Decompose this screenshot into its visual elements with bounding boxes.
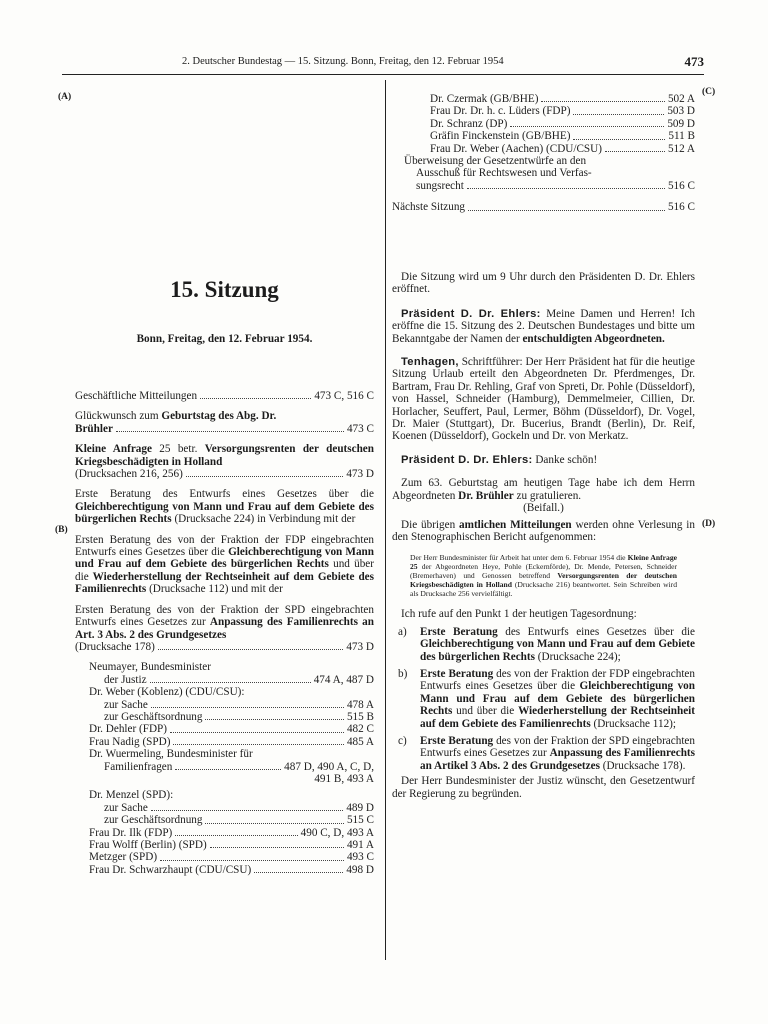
interjection: (Beifall.)	[523, 502, 564, 515]
session-title: 15. Sitzung	[170, 277, 279, 302]
running-header	[182, 56, 704, 72]
session-date: Bonn, Freitag, den 12. Februar 1954.	[136, 333, 313, 345]
toc-entry: Dr. Czermak (GB/BHE) 502 A	[430, 93, 695, 105]
toc-entry: Frau Dr. Weber (Aachen) (CDU/CSU) 512 A	[430, 142, 695, 155]
toc-entry: Erste Beratung des Entwurfs eines Gesetzes über die Gleichberechtigung von Mann und Frau auf dem Gebiete des bürgerlichen Rechts (Drucksache 224) in Verbindung mit der	[75, 488, 374, 526]
margin-marker-b: (B)	[55, 525, 68, 535]
agenda-item-a: a) Erste Beratung des Entwurfs eines Gesetzes über die Gleichberechtigung von Mann und Frau auf dem Gebiete des bürgerlichen Rechts (Drucksache 224);	[398, 625, 696, 663]
agenda-item-b: b) Erste Beratung des von der Fraktion der FDP eingebrachten Entwurfs eines Gesetzes über die Gleichberechtigung von Mann und Frau auf dem Gebiete des bürgerlichen Rechts und über die Wiederherstellung der Rechtseinheit auf dem Gebiete des Familienrechts (Drucksache 112);	[398, 667, 696, 730]
toc-entry: Frau Dr. Dr. h. c. Lüders (FDP) 503 D	[430, 105, 695, 118]
speech-paragraph: Der Herr Bundesminister der Justiz wünscht, den Gesetzentwurf der Regierung zu begründen.	[392, 775, 695, 800]
speaker-list: Neumayer, Bundesminister der Justiz 474 A, 487 D Dr. Weber (Koblenz) (CDU/CSU): zur Sache 478 A zur Geschäftsordnung 515 B Dr. Dehler (FDP) 482 C Frau Nadig (SPD) 485 A Dr. Wuermeling, Bundesminister für Familienfragen 487 D, 490 A, C, D, 491 B, 493 A Dr. Menzel (SPD): zur Sache 489 D zur Geschäftsordnung 515 C Frau Dr. Ilk (FDP) 490 C, D, 493 A Frau Wolff (Berlin) (SPD) 491 A Metzger (SPD) 493 C Frau Dr. Schwarzhaupt (CDU/CSU) 498 D	[89, 661, 374, 876]
margin-marker-c: (C)	[702, 87, 716, 97]
toc-entry: Kleine Anfrage 25 betr. Versorgungsrenten der deutschen Kriegsbeschädigten in Holland (Drucksachen 216, 256) 473 D	[75, 443, 374, 481]
toc-entry: Gräfin Finckenstein (GB/BHE) 511 B	[430, 130, 695, 143]
opening-paragraph: Die Sitzung wird um 9 Uhr durch den Präsidenten D. Dr. Ehlers eröffnet.	[392, 271, 695, 296]
speech-paragraph: Ich rufe auf den Punkt 1 der heutigen Tagesordnung:	[401, 608, 637, 621]
margin-marker-d: (D)	[702, 519, 716, 529]
toc-entry: Nächste Sitzung 516 C	[392, 201, 695, 214]
margin-marker-a: (A)	[58, 92, 72, 102]
page-number: 473	[684, 54, 704, 69]
speech-paragraph: Zum 63. Geburtstag am heutigen Tage habe ich dem Herrn Abgeordneten Dr. Brühler zu gratulieren.	[392, 477, 695, 502]
toc-entry: Geschäftliche Mitteilungen 473 C, 516 C	[75, 390, 374, 402]
speech-paragraph: Tenhagen, Schriftführer: Der Herr Präsident hat für die heutige Sitzung Urlaub erteilt den Abgeordneten Dr. Pferdmenges, Dr. Bartram, Frau Dr. Rehling, Graf von Spreti, Dr. Pohle (Düsseldorf), von Hassel, Schneider (Hamburg), Demmelmeier, Cillien, Dr. Horlacher, Seuffert, Paul, Lermer, Böhm (Düsseldorf), Dr. Vogel, Dr. Maier (Stuttgart), Dr. Bucerius, Brandt (Berlin), Dr. Reif, Koenen (Düsseldorf), Gockeln und Dr. von Merkatz.	[392, 356, 695, 443]
toc-entry: Ersten Beratung des von der Fraktion der SPD eingebrachten Entwurfs eines Gesetzes zur Anpassung des Familienrechts an Art. 3 Abs. 2 des Grundgesetzes (Drucksache 178) 473 D	[75, 603, 374, 653]
session-text	[392, 271, 695, 800]
speech-paragraph: Präsident D. Dr. Ehlers: Danke schön!	[401, 453, 598, 466]
toc-entry: Dr. Schranz (DP) 509 D	[430, 117, 695, 130]
speech-paragraph: Die übrigen amtlichen Mitteilungen werden ohne Verlesung in den Stenographischen Bericht aufgenommen:	[392, 518, 696, 543]
toc-entry: Überweisung der Gesetzentwürfe an den Ausschuß für Rechtswesen und Verfas- sungsrecht 516 C	[404, 155, 695, 192]
running-title: 2. Deutscher Bundestag — 15. Sitzung. Bonn, Freitag, den 12. Februar 1954	[182, 56, 504, 67]
toc-entry: Ersten Beratung des von der Fraktion der FDP eingebrachten Entwurfs eines Gesetzes über die Gleichberechtigung von Mann und Frau auf dem Gebiete des bürgerlichen Rechts und über die Wiederherstellung der Rechtseinheit auf dem Gebiete des Familienrechts (Drucksache 112) und mit der	[75, 533, 375, 596]
agenda-item-c: c) Erste Beratung des von der Fraktion der SPD eingebrachten Entwurfs eines Gesetzes zur Anpassung des Familienrechts an Artikel 3 Abs. 2 des Grundgesetzes (Drucksache 178).	[398, 734, 695, 772]
header-rule	[62, 74, 704, 75]
column-divider	[385, 80, 386, 960]
table-of-contents-continued	[392, 93, 695, 214]
announcement-note: Der Herr Bundesminister für Arbeit hat unter dem 6. Februar 1954 die Kleine Anfrage 25 der Abgeordneten Heye, Pohle (Eckernförde), Dr. Mende, Petersen, Schneider (Bremerhaven) und Genossen betreffend Versorgungsrenten der deutschen Kriegsbeschädigten in Holland (Drucksache 216) beantwortet. Sein Schreiben wird als Drucksache 256 vervielfältigt.	[410, 553, 677, 599]
toc-entry: Glückwunsch zum Geburtstag des Abg. Dr. Brühler 473 C	[75, 410, 374, 435]
speech-paragraph: Präsident D. Dr. Ehlers: Meine Damen und Herren! Ich eröffne die 15. Sitzung des 2. Deutschen Bundestages und bitte um Bekanntgabe der Namen der entschuldigten Abgeordneten.	[392, 307, 696, 345]
table-of-contents	[75, 390, 374, 876]
